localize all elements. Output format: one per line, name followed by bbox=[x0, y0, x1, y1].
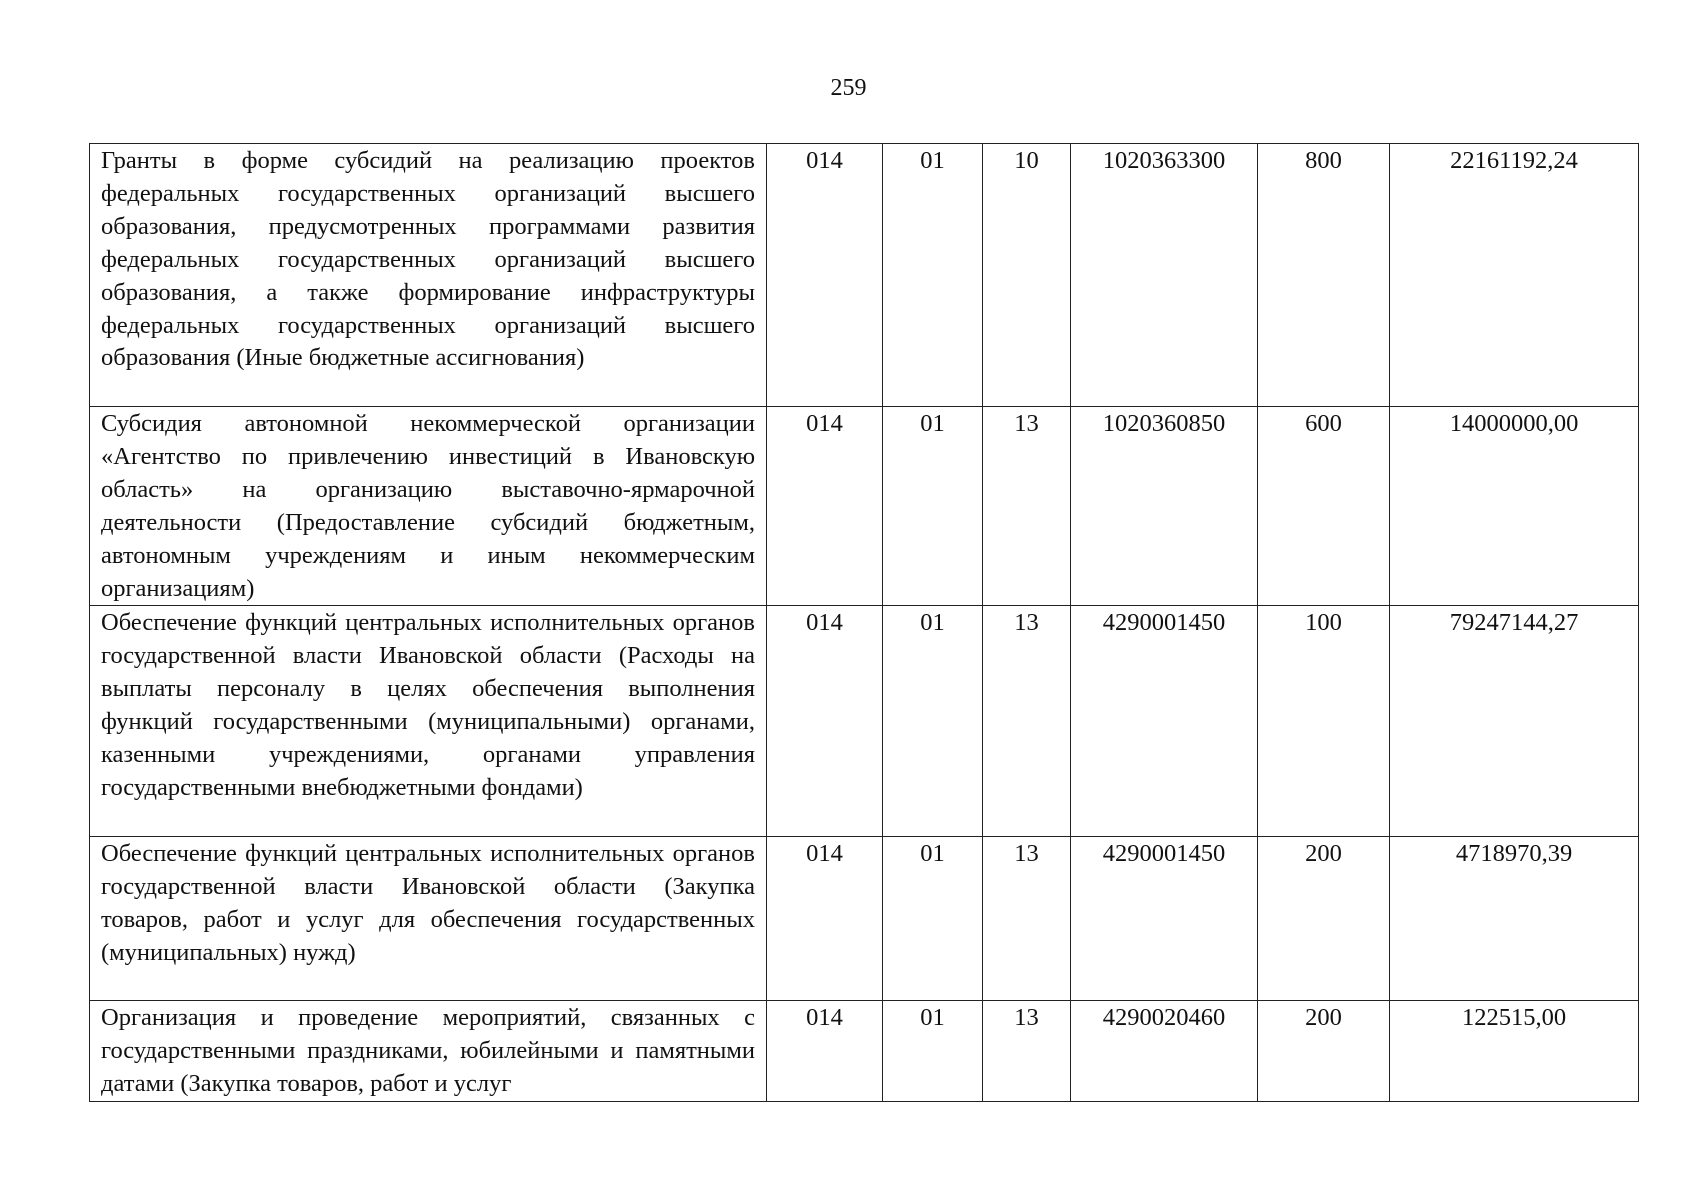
row-description: Обеспечение функций центральных исполнительных органов государственной власти Ивановской области (Расходы на выплаты персоналу в целях обеспечения выполнения функций государственными (муниципальными) органами, казенными учреждениями, органами управления государственными внебюджетными фондами) bbox=[90, 606, 767, 837]
row-target-article: 1020363300 bbox=[1071, 144, 1258, 407]
row-expense-type: 200 bbox=[1258, 837, 1390, 1001]
row-section-code: 01 bbox=[883, 407, 983, 606]
row-subsection-code: 13 bbox=[983, 1001, 1071, 1102]
row-target-article: 4290001450 bbox=[1071, 606, 1258, 837]
row-expense-type: 200 bbox=[1258, 1001, 1390, 1102]
row-target-article: 4290020460 bbox=[1071, 1001, 1258, 1102]
row-amount: 22161192,24 bbox=[1390, 144, 1639, 407]
row-target-article: 1020360850 bbox=[1071, 407, 1258, 606]
table-row bbox=[90, 1001, 1639, 1102]
table-row bbox=[90, 407, 1639, 606]
row-ministry-code: 014 bbox=[767, 407, 883, 606]
row-section-code: 01 bbox=[883, 606, 983, 837]
row-amount: 122515,00 bbox=[1390, 1001, 1639, 1102]
row-ministry-code: 014 bbox=[767, 837, 883, 1001]
row-amount: 14000000,00 bbox=[1390, 407, 1639, 606]
row-subsection-code: 13 bbox=[983, 837, 1071, 1001]
row-expense-type: 100 bbox=[1258, 606, 1390, 837]
row-section-code: 01 bbox=[883, 1001, 983, 1102]
row-expense-type: 600 bbox=[1258, 407, 1390, 606]
row-ministry-code: 014 bbox=[767, 1001, 883, 1102]
row-section-code: 01 bbox=[883, 837, 983, 1001]
row-subsection-code: 13 bbox=[983, 407, 1071, 606]
row-ministry-code: 014 bbox=[767, 606, 883, 837]
row-description: Субсидия автономной некоммерческой организации «Агентство по привлечению инвестиций в Ивановскую область» на организацию выставочно-ярмарочной деятельности (Предоставление субсидий бюджетным, автономным учреждениям и иным некоммерческим организациям) bbox=[90, 407, 767, 606]
row-expense-type: 800 bbox=[1258, 144, 1390, 407]
page-number: 259 bbox=[830, 75, 867, 101]
row-section-code: 01 bbox=[883, 144, 983, 407]
row-description: Гранты в форме субсидий на реализацию проектов федеральных государственных организаций высшего образования, предусмотренных программами развития федеральных государственных организаций высшего образования, а также формирование инфраструктуры федеральных государственных организаций высшего образования (Иные бюджетные ассигнования) bbox=[90, 144, 767, 407]
row-subsection-code: 13 bbox=[983, 606, 1071, 837]
row-description: Организация и проведение мероприятий, связанных с государственными праздниками, юбилейными и памятными датами (Закупка товаров, работ и услуг bbox=[90, 1001, 767, 1102]
row-subsection-code: 10 bbox=[983, 144, 1071, 407]
table-row bbox=[90, 837, 1639, 1001]
table-row bbox=[90, 144, 1639, 407]
row-target-article: 4290001450 bbox=[1071, 837, 1258, 1001]
row-amount: 79247144,27 bbox=[1390, 606, 1639, 837]
row-ministry-code: 014 bbox=[767, 144, 883, 407]
row-description: Обеспечение функций центральных исполнительных органов государственной власти Ивановской области (Закупка товаров, работ и услуг для обеспечения государственных (муниципальных) нужд) bbox=[90, 837, 767, 1001]
budget-allocation-table bbox=[89, 143, 1639, 1102]
table-row bbox=[90, 606, 1639, 837]
row-amount: 4718970,39 bbox=[1390, 837, 1639, 1001]
